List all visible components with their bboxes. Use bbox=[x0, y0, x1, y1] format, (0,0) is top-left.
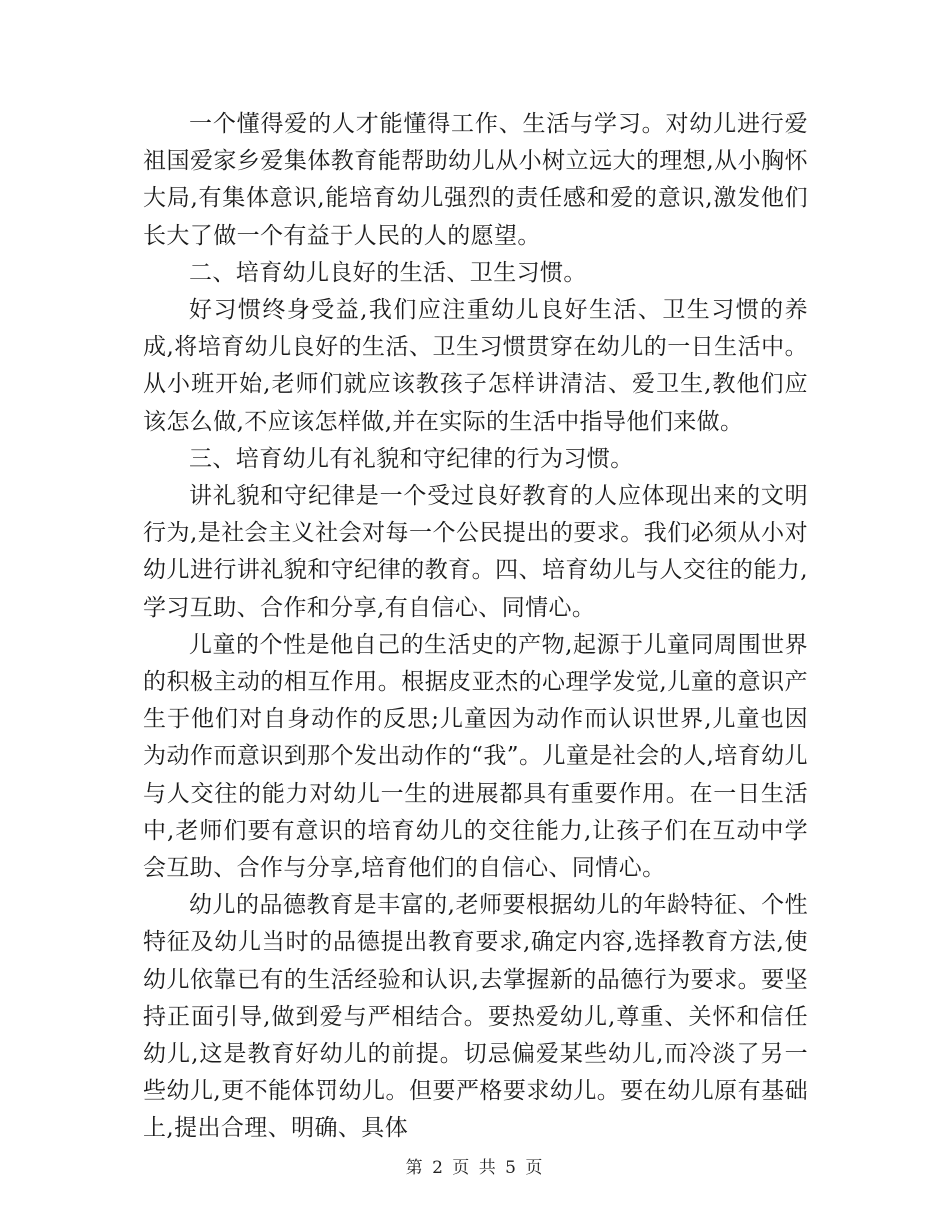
paragraph-love-education: 一个懂得爱的人才能懂得工作、生活与学习。对幼儿进行爱祖国爱家乡爱集体教育能帮助幼儿从小树立远大的理想,从小胸怀大局,有集体意识,能培育幼儿强烈的责任感和爱的意识,激发他们长大了做一个有益于人民的人的愿望。 bbox=[143, 111, 808, 249]
heading-manners-discipline: 三、培育幼儿有礼貌和守纪律的行为习惯。 bbox=[189, 445, 634, 472]
paragraph-hygiene-habits: 好习惯终身受益,我们应注重幼儿良好生活、卫生习惯的养成,将培育幼儿良好的生活、卫生习惯贯穿在幼儿的一日生活中。从小班开始,老师们就应该教孩子怎样讲清洁、爱卫生,教他们应该怎么做,不应该怎样做,并在实际的生活中指导他们来做。 bbox=[143, 297, 808, 435]
paragraph-child-personality: 儿童的个性是他自己的生活史的产物,起源于儿童同周围世界的积极主动的相互作用。根据皮亚杰的心理学发觉,儿童的意识产生于他们对自身动作的反思;儿童因为动作而认识世界,儿童也因为动作而意识到那个发出动作的“我”。儿童是社会的人,培育幼儿与人交往的能力对幼儿一生的进展都具有重要作用。在一日生活中,老师们要有意识的培育幼儿的交往能力,让孩子们在互动中学会互助、合作与分享,培育他们的自信心、同情心。 bbox=[143, 631, 808, 882]
document-body bbox=[143, 106, 808, 1148]
paragraph-moral-education: 幼儿的品德教育是丰富的,老师要根据幼儿的年龄特征、个性特征及幼儿当时的品德提出教育要求,确定内容,选择教育方法,使幼儿依靠已有的生活经验和认识,去掌握新的品德行为要求。要坚持正面引导,做到爱与严相结合。要热爱幼儿,尊重、关怀和信任幼儿,这是教育好幼儿的前提。切忌偏爱某些幼儿,而冷淡了另一些幼儿,更不能体罚幼儿。但要严格要求幼儿。要在幼儿原有基础上,提出合理、明确、具体 bbox=[143, 892, 808, 1142]
paragraph-manners-discipline: 讲礼貌和守纪律是一个受过良好教育的人应体现出来的文明行为,是社会主义社会对每一个公民提出的要求。我们必须从小对幼儿进行讲礼貌和守纪律的教育。四、培育幼儿与人交往的能力,学习互助、合作和分享,有自信心、同情心。 bbox=[143, 483, 808, 621]
heading-hygiene-habits: 二、培育幼儿良好的生活、卫生习惯。 bbox=[189, 259, 587, 286]
page-number-footer: 第 2 页 共 5 页 bbox=[405, 1158, 545, 1178]
